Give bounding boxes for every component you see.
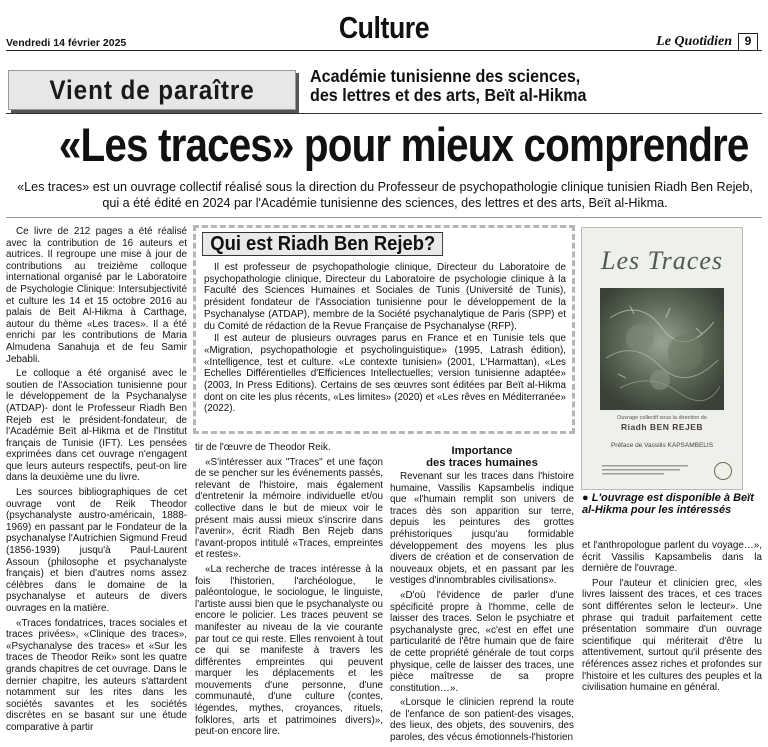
paragraph: «Traces fondatrices, traces sociales et traces privées», «Clinique des traces», «Psychanalyse des traces» et «Sur les traces de Theodor Reik» sont les quatre grands chapitres de cet ouvrage. Dans le dernier chapitre, les auteurs s'attardent notamment sur les rites dans les sociétés savantes et les sociétés discrètes en se basant sur une étude comparative à partir xyxy=(6,617,187,733)
kicker: Vient de paraître xyxy=(49,75,255,105)
academy-line-1: Académie tunisienne des sciences, xyxy=(310,66,581,86)
image-caption xyxy=(582,492,758,516)
book-intro: Ouvrage collectif sous la direction de xyxy=(617,415,707,421)
paragraph: tir de l'œuvre de Theodor Reik. xyxy=(195,442,331,453)
book-title: Les Traces xyxy=(601,246,723,275)
divider xyxy=(6,217,762,218)
paragraph: Revenant sur les traces dans l'histoire humaine, Vassilis Kapsambelis indique que «l'humain remplit son univers de traces dès son apparition sur terre, depuis les peintures des grottes préhistoriques jusqu'au formidable développement des moyens les plus divers de création et de conservation de nouveaux objets, et en passant par les vestiges d'innombrables civilisations». xyxy=(390,471,574,587)
section-title: Culture xyxy=(338,10,430,45)
article-column-1 xyxy=(6,226,187,737)
kicker-box xyxy=(8,70,296,110)
bullet-icon: ● xyxy=(582,492,589,504)
book-preface: Préface de Vassilis KAPSAMBELIS xyxy=(610,442,714,449)
paragraph: Pour l'auteur et clinicien grec, «les livres laissent des traces, et ces traces sont différentes selon le lecteur». Une phrase qui traduit parfaitement cette présentation sommaire d'un ouvrage scientifique qui mériterait d'être lu attentivement, surtout qu'il présente des références assez riches et profondes sur l'histoire et les cultures des peuples et la civilisation humaine en général. xyxy=(582,577,762,694)
article-column-2 xyxy=(195,442,383,741)
paragraph: Le colloque a été organisé avec le soutien de l'Association tunisienne pour le développement de la Psychanalyse (ATDAP)- dont le Professeur Riadh Ben Rejeb est le président-fondateur, de l'Académie Beït al-Hikma et de l'Institut français de Tunisie (IFT). Les pensées exprimées dans cet ouvrage n'engagent que leurs auteurs respectifs, peut-on lire dans la deuxième une du livre. xyxy=(6,368,187,484)
paragraph: Il est professeur de psychopathologie clinique, Directeur du Laboratoire de psychopathologie clinique, Directeur du Laboratoire de psychologie clinique à la Faculté des Sciences Humaines et Sociales de Tunis (Université de Tunis), président fondateur de l'Association tunisienne pour le développement de la Psychanalyse (ATDAP), membre de la Société psychanalytique de Paris (SPP) et du Comité de rédaction de la Revue Française de Psychanalyse (RFP). xyxy=(204,262,566,332)
paragraph: «La recherche de traces intéresse à la fois l'historien, l'archéologue, le paléontologue, le sociologue, le linguiste, l'artiste aussi bien que le psychanalyste ou encore le policier. Les traces peuvent se manifester au niveau de la vie courante par tout ce qui reste. Elles renvoient à tout ce qui se manifeste à travers les différentes empreintes qui peuvent marquer les déplacements et les mouvements d'une personne, d'une communauté, d'une culture (contes, légendes, mythes, croyances, rituels, folklores, arts et patrimoines divers)», peut-on encore lire. xyxy=(195,563,383,738)
issue-date: Vendredi 14 février 2025 xyxy=(6,37,127,49)
book-author: Riadh BEN REJEB xyxy=(620,422,704,432)
newspaper-name: Le Quotidien xyxy=(656,34,732,49)
paragraph: Il est auteur de plusieurs ouvrages parus en France et en Tunisie tels que «Migration, psychopathologie et psycholinguistique» (1995, Latrash édition), «Intelligence, test et culture. «Le contexte tunisien» (2001, L'Harmattan), «Les Echelles Différentielles d'Efficiences Intellectuelles; version tunisienne adaptée» (2003, In Press Editions). Certains de ses œuvres sont éditées par Beït al-Hikma dont on cite les plus récents, «Les limites» (2020) et «Les rêves en Méditerranée» (2022). xyxy=(204,333,566,415)
divider xyxy=(6,113,762,114)
sidebar-body xyxy=(204,262,566,416)
book-cover-image xyxy=(581,227,743,490)
sidebar-title: Qui est Riadh Ben Rejeb? xyxy=(202,232,443,256)
page-header xyxy=(6,10,762,54)
subheading-line-1: Importance xyxy=(451,445,513,457)
caption-text: L'ouvrage est disponible à Beït al-Hikma pour les intéressés xyxy=(582,492,754,516)
header-rule xyxy=(6,50,762,51)
paragraph: «D'où l'évidence de parler d'une spécificité propre à l'homme, celle de laisser des traces. Selon le psychiatre et psychanalyste grec, «c'est en effet une particularité de l'être humain que de faire de cette propriété générale de tout corps physique, celle de laisser des traces, une pièce maîtresse de sa propre constitution…». xyxy=(390,589,574,694)
academy-line-2: des lettres et des arts, Beït al-Hikma xyxy=(310,85,587,105)
paragraph: Les sources bibliographiques de cet ouvrage vont de Reik Theodor (psychanalyste austro-américain, 1888-1969) en passant par le Fondateur de la psychanalyse l'Autrichien Sigmund Freud (1856-1939) jusqu'à Paul-Laurent Assoun (philosophe et psychanalyste français) et bien d'autres noms assez célèbres dans le domaine de la psychanalyse et auteurs de divers ouvrages en la matière. xyxy=(6,487,187,614)
paragraph: et l'anthropologue parlent du voyage…», écrit Vassilis Kapsambelis dans la dernière de l'ouvrage. xyxy=(582,540,762,575)
subheading-line-2: des traces humaines xyxy=(426,457,538,469)
publisher-text-lines xyxy=(602,463,720,477)
headline: «Les traces» pour mieux comprendre xyxy=(58,118,749,171)
publisher-seal-icon xyxy=(714,462,732,480)
academy-label xyxy=(310,67,724,105)
publisher-mark xyxy=(602,463,720,478)
article-column-4 xyxy=(582,540,762,697)
standfirst: «Les traces» est un ouvrage collectif réalisé sous la direction du Professeur de psychopathologie clinique tunisien Riadh Ben Rejeb, qui a été édité en 2024 par l'Académie tunisienne des sciences, des lettres et des arts, Beït al-Hikma. xyxy=(17,180,753,210)
paragraph: «Lorsque le clinicien reprend la route de l'enfance de son patient-des visages, des lieux, des objets, des souvenirs, des paroles, des vécus émotionnels-l'historien xyxy=(390,697,574,744)
page-number: 9 xyxy=(738,33,758,51)
bio-sidebar xyxy=(193,225,575,434)
cover-artwork xyxy=(600,288,724,410)
paragraph: Ce livre de 212 pages a été réalisé avec la contribution de 16 auteurs et autrices. Il regroupe une mise à jour de contributions au treizième colloque international organisé par le Laboratoire de Psychologie Clinique: Intersubjectivité et culture les 14 et 15 octobre 2016 au palais de Beit Al-Hikma à Carthage, autour du thème «Les traces». Il a été enrichi par les contributions de Maria Almudena Sanahuja et de feu Samir Jebabli. xyxy=(6,226,187,365)
article-column-3 xyxy=(390,443,574,747)
subheading xyxy=(390,445,574,469)
paragraph: «S'intéresser aux "Traces" et une façon de se pencher sur les événements passés, relevant de l'histoire, mais également d'entretenir la mémoire individuelle et/ou collective dans le but de mieux voir le présent mais aussi mieux s'inscrire dans l'avenir», écrit Riadh Ben Rejeb dans l'avant-propos intitulé «Traces, empreintes et restes». xyxy=(195,456,383,561)
